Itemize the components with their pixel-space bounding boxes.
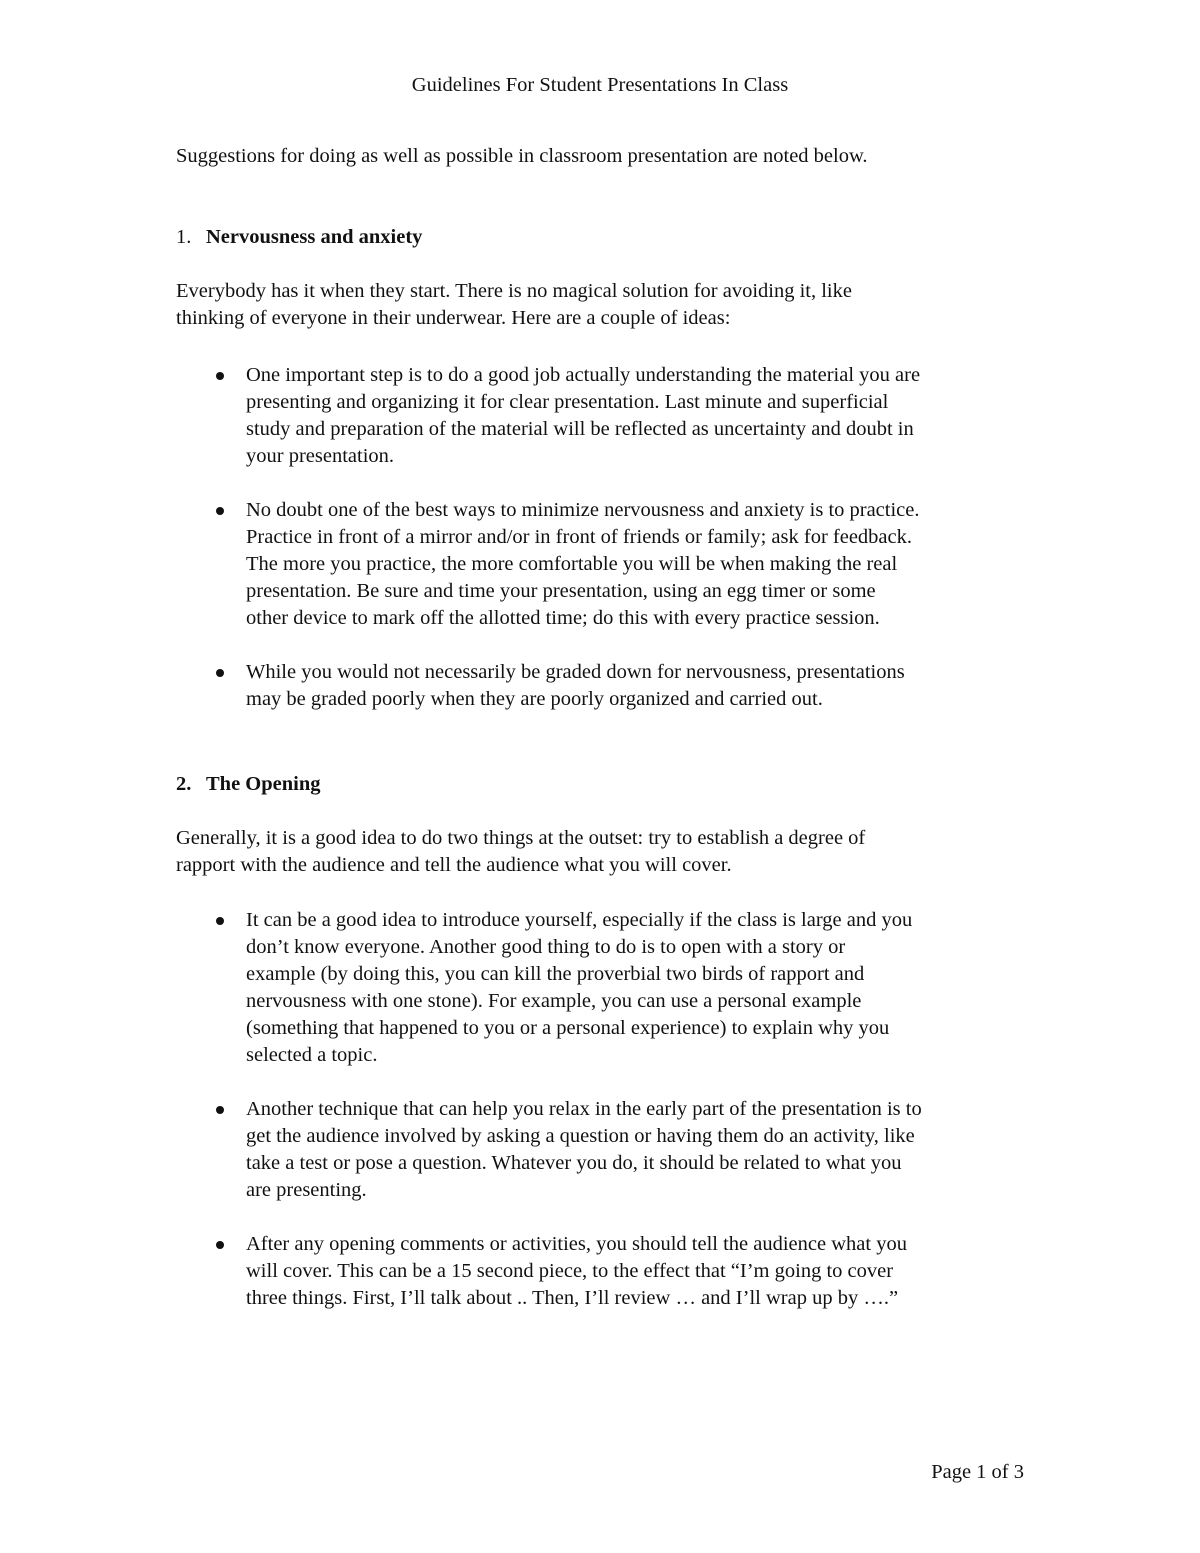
text-line: The more you practice, the more comfortable you will be when making the real <box>246 553 898 575</box>
section-heading-opening <box>176 771 321 798</box>
text-line: No doubt one of the best ways to minimize nervousness and anxiety is to practice. <box>246 499 920 521</box>
text-line: other device to mark off the allotted time; do this with every practice session. <box>246 607 880 629</box>
intro-paragraph: Suggestions for doing as well as possible in classroom presentation are noted below. <box>176 145 868 167</box>
text-line: After any opening comments or activities, you should tell the audience what you <box>246 1233 907 1255</box>
text-line: may be graded poorly when they are poorly organized and carried out. <box>246 688 823 710</box>
text-line: are presenting. <box>246 1179 367 1201</box>
bullet-icon <box>216 669 224 677</box>
section-title: The Opening <box>206 773 321 795</box>
section-number: 2. <box>176 773 192 795</box>
text-line: Practice in front of a mirror and/or in front of friends or family; ask for feedback. <box>246 526 913 548</box>
bullet-icon <box>216 917 224 925</box>
page-number: Page 1 of 3 <box>931 1461 1024 1483</box>
text-line: thinking of everyone in their underwear. Here are a couple of ideas: <box>176 307 731 329</box>
text-line: get the audience involved by asking a question or having them do an activity, like <box>246 1125 915 1147</box>
text-line: your presentation. <box>246 445 395 467</box>
text-line: While you would not necessarily be graded down for nervousness, presentations <box>246 661 905 683</box>
bullet-list-nervousness <box>176 362 1056 713</box>
text-line: Everybody has it when they start. There is no magical solution for avoiding it, like <box>176 280 852 302</box>
text-line: One important step is to do a good job actually understanding the material you are <box>246 364 921 386</box>
text-line: Generally, it is a good idea to do two things at the outset: try to establish a degree of <box>176 827 866 849</box>
text-line: example (by doing this, you can kill the proverbial two birds of rapport and <box>246 963 865 985</box>
section-title: Nervousness and anxiety <box>206 226 423 248</box>
bullet-list-opening <box>176 907 1056 1312</box>
text-line: selected a topic. <box>246 1044 378 1066</box>
section-paragraph <box>176 278 1036 332</box>
text-line: rapport with the audience and tell the audience what you will cover. <box>176 854 732 876</box>
text-line: (something that happened to you or a personal experience) to explain why you <box>246 1017 890 1039</box>
bullet-icon <box>216 1106 224 1114</box>
page-title: Guidelines For Student Presentations In Class <box>411 74 789 96</box>
text-line: take a test or pose a question. Whatever you do, it should be related to what you <box>246 1152 902 1174</box>
text-line: presentation. Be sure and time your presentation, using an egg timer or some <box>246 580 876 602</box>
bullet-item <box>176 1231 1056 1312</box>
bullet-icon <box>216 372 224 380</box>
section-paragraph <box>176 825 1036 879</box>
bullet-item <box>176 659 1056 713</box>
text-line: study and preparation of the material will be reflected as uncertainty and doubt in <box>246 418 914 440</box>
text-line: It can be a good idea to introduce yourself, especially if the class is large and you <box>246 909 913 931</box>
bullet-item <box>176 907 1056 1069</box>
text-line: Another technique that can help you relax in the early part of the presentation is to <box>246 1098 922 1120</box>
bullet-item <box>176 497 1056 632</box>
text-line: presenting and organizing it for clear presentation. Last minute and superficial <box>246 391 889 413</box>
bullet-icon <box>216 1241 224 1249</box>
text-line: will cover. This can be a 15 second piece, to the effect that “I’m going to cover <box>246 1260 894 1282</box>
bullet-icon <box>216 507 224 515</box>
text-line: three things. First, I’ll talk about .. Then, I’ll review … and I’ll wrap up by ….” <box>246 1287 899 1309</box>
bullet-item <box>176 1096 1056 1204</box>
text-line: nervousness with one stone). For example, you can use a personal example <box>246 990 862 1012</box>
section-number: 1. <box>176 226 192 248</box>
bullet-item <box>176 362 1056 470</box>
text-line: don’t know everyone. Another good thing to do is to open with a story or <box>246 936 846 958</box>
section-heading-nervousness <box>176 224 422 251</box>
